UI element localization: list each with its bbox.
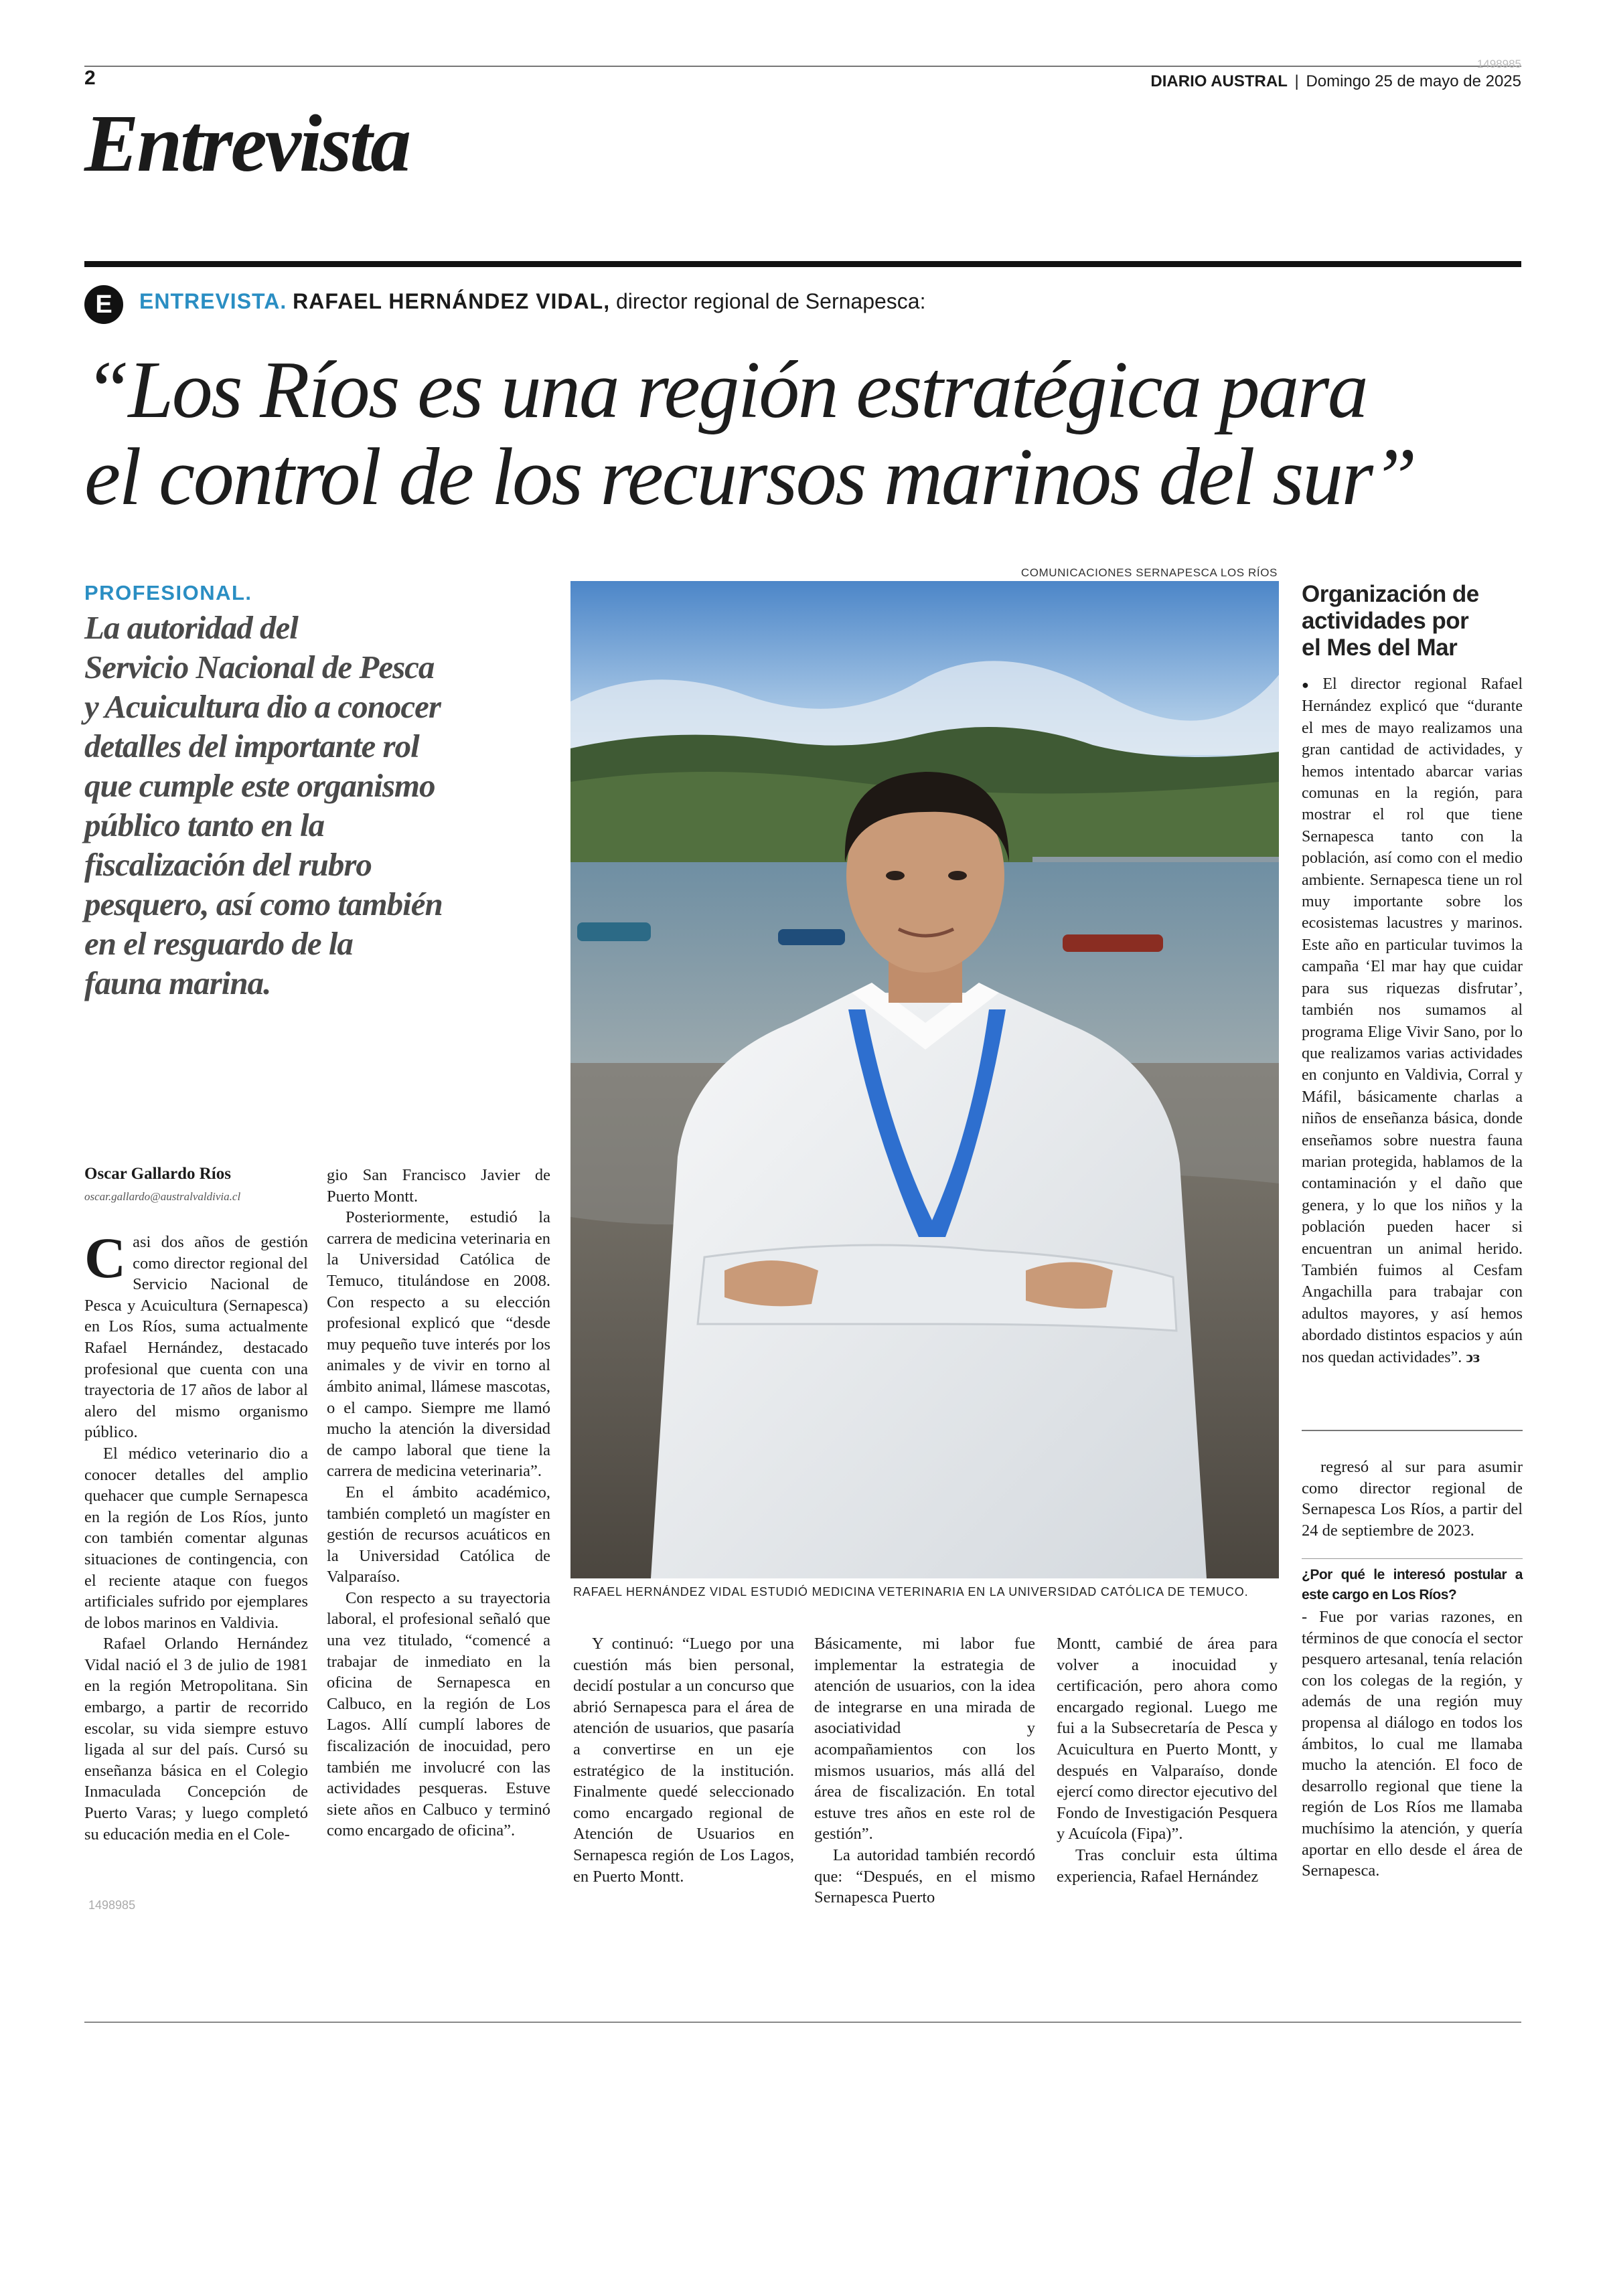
kicker-line	[139, 289, 925, 314]
header-separator: |	[1294, 72, 1299, 90]
sidebar-text	[1302, 673, 1523, 1368]
headline	[84, 347, 1531, 521]
drop-cap: C	[84, 1226, 127, 1290]
eye	[948, 871, 967, 880]
lead-line: Servicio Nacional de Pesca	[84, 649, 435, 685]
paragraph: Básicamente, mi labor fue implementar la estrategia de atención de usuarios, con la idea de integrarse en una mirada de asociatividad y acompañamientos con los mismos usuarios, más allá del área de fiscalización. En total estuve tres años en este rol de gestión”.	[814, 1635, 1035, 1843]
paragraph: Con respecto a su trayectoria laboral, el profesional señaló que una vez titulado, “comencé a trabajar de inmediato en la oficina de Sernapesca en Calbuco, en la región de Los Lagos. Allí cumplí labores de fiscalización de inocuidad, pero también me involucré con las actividades pesqueras. Estuve siete años en Calbuco y terminó como encargado de oficina”.	[327, 1588, 550, 1840]
sidebar-divider	[1302, 1430, 1523, 1431]
photo-credit: COMUNICACIONES SERNAPESCA LOS RÍOS	[1020, 566, 1278, 579]
sidebar-title	[1302, 581, 1523, 661]
paragraph: regresó al sur para asumir como director regional de Sernapesca Los Ríos, a partir del 24 de septiembre de 2023.	[1302, 1458, 1523, 1540]
publication-name: DIARIO AUSTRAL	[1150, 72, 1288, 90]
header-page-id: 1498985	[1476, 58, 1521, 70]
sidebar-paragraph: El director regional Rafael Hernández explicó que “durante el mes de mayo realizamos una gran cantidad de actividades, y hemos intentado abarcar varias comunas en la región, para mostrar el rol que tiene Sernapesca tanto con la población, así como con el medio ambiente. Sernapesca tiene un rol muy importante sobre los ecosistemas lacustres y marinos. Este año en particular tuvimos la campaña ‘El mar hay que cuidar para sus riquezas disfrutar’, también nos sumamos al programa Elige Vivir Sano, por lo que realizamos varias actividades en conjunto en Valdivia, Corral y Máfil, básicamente charlas a niños de enseñanza básica, donde enseñamos sobre nuestra fauna marian protegida, hablamos de la contaminación y el daño que genera, y lo que los niños y la población pueden hacer si encuentran un animal herido. También fuimos al Cesfam Angachilla para trabajar con adultos mayores, y así hemos abordado distintos espacios y aún nos quedan actividades”.	[1302, 675, 1523, 1366]
end-mark-icon: ↄɜ	[1466, 1348, 1480, 1366]
lead-label: PROFESIONAL.	[84, 581, 252, 604]
paragraph: El médico veterinario dio a conocer detalles del amplio quehacer que cumple Sernapesca en la región de Los Ríos, junto con también comentar algunas situaciones de contingencia, con el reciente ataque con fuegos artificiales sufrido por ejemplares de lobos marinos en Valdivia.	[84, 1444, 308, 1632]
photo-caption: RAFAEL HERNÁNDEZ VIDAL ESTUDIÓ MEDICINA VETERINARIA EN LA UNIVERSIDAD CATÓLICA DE TEMUCO.	[573, 1585, 1249, 1598]
kicker-name: RAFAEL HERNÁNDEZ VIDAL,	[293, 289, 611, 313]
paragraph	[1302, 673, 1523, 1368]
portrait-illustration	[570, 581, 1279, 1578]
body-column-6	[1302, 1457, 1523, 1541]
hand	[1026, 1262, 1113, 1309]
lead-line: detalles del importante rol	[84, 728, 419, 764]
lead-line: fiscalización del rubro	[84, 846, 372, 883]
kicker-role: director regional de Sernapesca:	[615, 289, 926, 313]
paragraph-text: asi dos años de gestión como director regional del Servicio Nacional de Pesca y Acuicultura (Sernapesca) en Los Ríos, suma actualmente Rafael Hernández, destacado profesional que cuenta con una trayectoria de 17 años de labor al alero del mismo organismo público.	[84, 1233, 308, 1442]
lead-text	[84, 608, 553, 1003]
sidebar-title-line: actividades por	[1302, 608, 1469, 634]
header-top-rule	[84, 66, 1521, 67]
bullet-icon: ●	[1302, 678, 1319, 691]
paragraph: En el ámbito académico, también completó un magíster en gestión de recursos acuáticos en la Universidad Católica de Valparaíso.	[327, 1483, 550, 1586]
paragraph: gio San Francisco Javier de Puerto Montt.	[327, 1166, 550, 1206]
paragraph: Rafael Orlando Hernández Vidal nació el 3 de julio de 1981 en la región Metropolitana. Sin embargo, a partir de recorrido escolar, su vida siempre estuvo ligada al sur del país. Cursó su enseñanza básica en el Colegio Inmaculada Concepción de Puerto Varas; y luego completó su educación media en el Cole-	[84, 1635, 308, 1843]
footer-page-id: 1498985	[88, 1898, 136, 1912]
bridge	[1032, 857, 1279, 862]
section-rule	[84, 261, 1521, 267]
headline-line-1: “Los Ríos es una región estratégica para	[84, 345, 1367, 435]
lead-line: en el resguardo de la	[84, 925, 353, 962]
sidebar-title-line: Organización de	[1302, 581, 1479, 607]
body-column-2	[327, 1165, 550, 1841]
section-title: Entrevista	[84, 98, 410, 189]
lead-line: y Acuicultura dio a conocer	[84, 688, 441, 725]
paragraph	[84, 1226, 308, 1443]
kicker-label: ENTREVISTA.	[139, 289, 287, 313]
headline-line-2: el control de los recursos marinos del sur”	[84, 432, 1415, 522]
lead-line: pesquero, así como también	[84, 886, 443, 922]
eye	[886, 871, 905, 880]
body-column-3	[573, 1633, 794, 1887]
interview-photo	[570, 581, 1279, 1578]
paragraph: Y continuó: “Luego por una cuestión más bien personal, decidí postular a un concurso que abrió Sernapesca para el área de atención de usuarios, que pasaría a convertirse en un eje estratégico de la institución. Finalmente quedé seleccionado como encargado regional de Atención de Usuarios en Sernapesca región de Los Lagos, en Puerto Montt.	[573, 1635, 794, 1886]
question: ¿Por qué le interesó postular a este cargo en Los Ríos?	[1302, 1567, 1523, 1603]
footer-rule	[84, 2022, 1521, 2023]
byline-email: oscar.gallardo@australvaldivia.cl	[84, 1190, 241, 1203]
boat	[1063, 934, 1163, 952]
qa-block	[1302, 1565, 1523, 1882]
paragraph: Tras concluir esta última experiencia, Rafael Hernández	[1057, 1846, 1278, 1886]
interview-badge: E	[84, 285, 123, 324]
paragraph: Posteriormente, estudió la carrera de medicina veterinaria en la Universidad Católica de Temuco, titulándose en 2008. Con respecto a su elección profesional explicó que “desde muy pequeño tuve interés por los animales y de vivir en torno al ámbito animal, llámese mascotas, o el campo. Siempre me llamó mucho la atención la diversidad de campo laboral que tiene la carrera de medicina veterinaria”.	[327, 1208, 550, 1481]
body-column-4	[814, 1633, 1035, 1908]
body-column-1	[84, 1226, 308, 1845]
lead-line: fauna marina.	[84, 965, 271, 1001]
paragraph: La autoridad también recordó que: “Después, en el mismo Sernapesca Puerto	[814, 1846, 1035, 1907]
question-divider	[1302, 1558, 1523, 1559]
lead-line: público tanto en la	[84, 807, 325, 843]
publication-date: Domingo 25 de mayo de 2025	[1306, 72, 1521, 90]
header-publication-line	[1150, 72, 1521, 91]
hand	[724, 1260, 818, 1306]
lead-line: que cumple este organismo	[84, 767, 435, 804]
body-column-5	[1057, 1633, 1278, 1887]
sidebar-title-line: el Mes del Mar	[1302, 635, 1458, 661]
page-number: 2	[84, 67, 96, 89]
boat	[778, 929, 845, 945]
boat	[577, 922, 651, 941]
lead-line: La autoridad del	[84, 609, 298, 646]
byline-author: Oscar Gallardo Ríos	[84, 1165, 231, 1183]
paragraph: Montt, cambié de área para volver a inocuidad y certificación, pero ahora como encargado regional. Luego me fui a la Subsecretaría de Pesca y Acuicultura en Puerto Montt, y después en Valparaíso, donde ejercí como director ejecutivo del Fondo de Investigación Pesquera y Acuícola (Fipa)”.	[1057, 1635, 1278, 1843]
answer: - Fue por varias razones, en términos de que conocía el sector pesquero artesanal, tenía relación con los colegas de la región, y además de una región muy propensa al diálogo en todos los ámbitos, lo cual me llamaba mucho la atención. El foco de desarrollo regional que tiene la región de Los Ríos me llamaba muchísimo la atención, y quería aportar en ello desde el área de Sernapesca.	[1302, 1608, 1523, 1880]
